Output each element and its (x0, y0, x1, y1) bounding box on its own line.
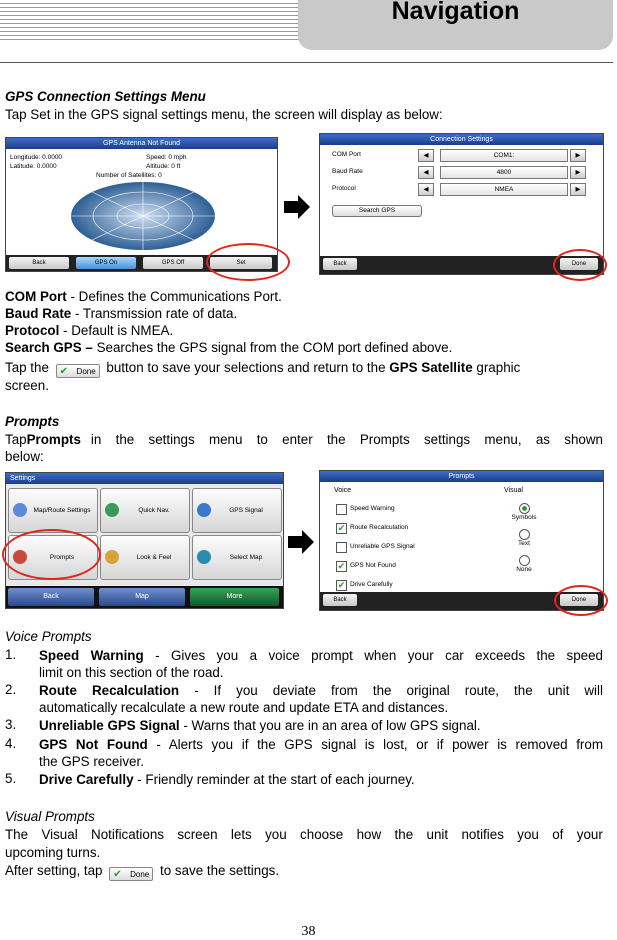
right-arrow-icon (284, 195, 312, 219)
setting-label: COM Port (332, 151, 361, 158)
prompt-option-label: Unreliable GPS Signal (350, 543, 415, 550)
text: in the settings menu to enter the Prompts settings menu, as shown (90, 432, 603, 447)
left-arrow-icon: ◀ (418, 149, 434, 162)
list-item-continuation: the GPS receiver. (39, 754, 144, 769)
after-setting-paragraph (5, 862, 603, 881)
tap-done-paragraph-end: screen. (5, 378, 49, 393)
more-button: More (190, 588, 279, 606)
screen-title: GPS Antenna Not Found (6, 138, 277, 149)
radio-icon (519, 529, 530, 540)
visual-prompts-heading: Visual Prompts (5, 809, 95, 824)
list-number: 5. (5, 771, 17, 786)
list-item-text: - Gives you a voice prompt when your car exceeds the speed (143, 648, 603, 663)
checkbox-icon (336, 542, 347, 553)
settings-option-label: Map/Route Settings (33, 507, 91, 514)
list-number: 1. (5, 647, 17, 662)
right-arrow-icon: ▶ (570, 183, 586, 196)
list-item (39, 682, 603, 699)
text: to save the settings. (159, 863, 280, 878)
prompt-option-label: Speed Warning (350, 505, 395, 512)
text: Tap (5, 432, 27, 447)
checkbox-icon: ✔ (337, 561, 346, 571)
voice-label: Voice (334, 487, 352, 494)
settings-menu-button (192, 488, 282, 533)
visual-option-label: Text (518, 540, 530, 547)
settings-option-icon (197, 550, 211, 564)
definition-term: Search GPS – (5, 340, 93, 355)
prompt-option-label: Drive Carefully (350, 581, 393, 588)
altitude-readout: Altitude: 0 ft (146, 163, 181, 170)
checkbox-icon: ✔ (337, 523, 346, 533)
visual-label: Visual (504, 487, 523, 494)
list-item-text: - Warns that you are in an area of low GPS signal. (179, 718, 481, 733)
text: Prompts (26, 432, 81, 447)
radio-icon (519, 555, 530, 566)
highlight-circle (553, 249, 607, 281)
visual-prompts-line1: The Visual Notifications screen lets you choose how the unit notifies you of your (5, 827, 603, 842)
prompt-option-label: Route Recalculation (350, 524, 409, 531)
text: button to save your selections and return to the (106, 360, 386, 375)
satellites-readout: Number of Satellites: 0 (96, 172, 162, 179)
prompts-heading: Prompts (5, 414, 60, 429)
setting-label: Baud Rate (332, 168, 363, 175)
definition-line (5, 322, 603, 339)
settings-menu-button (100, 535, 190, 580)
definition-line (5, 305, 603, 322)
list-number: 4. (5, 736, 17, 751)
text: Tap the (5, 360, 49, 375)
list-item-text: - Friendly reminder at the start of each journey. (133, 772, 415, 787)
screen-title: Connection Settings (320, 134, 603, 145)
settings-option-label: Look & Feel (136, 554, 172, 561)
settings-option-icon (13, 503, 27, 517)
back-button: Back (323, 594, 357, 606)
settings-menu-button (100, 488, 190, 533)
definition-text: Searches the GPS signal from the COM port defined above. (92, 340, 453, 355)
speed-readout: Speed: 0 mph (146, 154, 187, 161)
setting-label: Protocol (332, 185, 356, 192)
text: After setting, tap (5, 863, 103, 878)
settings-option-label: Select Map (229, 554, 263, 561)
checkbox-icon (336, 504, 347, 515)
set-button: Set (210, 257, 272, 269)
setting-value: COM1: (440, 149, 568, 162)
list-item (39, 771, 603, 788)
text: graphic (476, 360, 521, 375)
gps-off-button: GPS Off (143, 257, 203, 269)
definition-term: Protocol (5, 323, 60, 338)
list-item-continuation: limit on this section of the road. (39, 665, 224, 680)
gps-on-button: GPS On (76, 257, 136, 269)
radio-icon (519, 503, 530, 514)
left-arrow-icon: ◀ (418, 166, 434, 179)
back-button: Back (9, 257, 69, 269)
definition-text: - Defines the Communications Port. (66, 289, 282, 304)
definition-line (5, 288, 603, 305)
definition-text: - Transmission rate of data. (71, 306, 238, 321)
list-item (39, 647, 603, 664)
done-button: Done (560, 258, 598, 270)
list-item-term: GPS Not Found (39, 737, 148, 752)
visual-prompts-line2: upcoming turns. (5, 845, 101, 860)
prompts-intro-end: below: (5, 449, 44, 464)
list-item-text: - If you deviate from the original route, the unit will (179, 683, 603, 698)
text: GPS Satellite (389, 360, 473, 375)
settings-option-label: Quick Nav. (138, 507, 170, 514)
settings-option-icon (105, 550, 119, 564)
settings-option-label: Prompts (49, 554, 75, 561)
list-item-term: Route Recalculation (39, 683, 180, 698)
back-button: Back (323, 258, 357, 270)
page-section-title: Navigation (391, 0, 520, 25)
list-number: 3. (5, 717, 17, 732)
header-decoration (0, 3, 300, 43)
setting-value: NMEA (440, 183, 568, 196)
prompts-intro (5, 431, 603, 448)
longitude-readout: Longitude: 0.0000 (10, 154, 63, 161)
left-arrow-icon: ◀ (418, 183, 434, 196)
screen-title: Prompts (320, 471, 603, 482)
list-item (39, 736, 603, 753)
done-button-inline: ✔ Done (109, 867, 153, 881)
voice-prompts-heading: Voice Prompts (5, 629, 92, 644)
search-gps-button: Search GPS (332, 205, 422, 217)
settings-option-label: GPS Signal (229, 507, 263, 514)
visual-option-label: None (516, 566, 532, 573)
definition-term: Baud Rate (5, 306, 72, 321)
setting-value: 4800 (440, 166, 568, 179)
settings-option-icon (197, 503, 211, 517)
gps-intro: Tap Set in the GPS signal settings menu, the screen will display as below: (5, 107, 443, 122)
prompt-option-label: GPS Not Found (350, 562, 396, 569)
settings-option-icon (105, 503, 119, 517)
screen-bottom-bar (6, 586, 283, 608)
highlight-circle (2, 529, 101, 580)
latitude-readout: Latitude: 0.0000 (10, 163, 57, 170)
list-item-term: Unreliable GPS Signal (39, 718, 180, 733)
settings-menu-button (192, 535, 282, 580)
screen-title: Settings (6, 473, 283, 484)
tap-done-paragraph (5, 359, 603, 378)
list-item-term: Speed Warning (39, 648, 144, 663)
definition-text: - Default is NMEA. (59, 323, 174, 338)
definition-line (5, 339, 603, 356)
back-button: Back (8, 588, 94, 606)
settings-menu-button (8, 488, 98, 533)
right-arrow-icon (288, 530, 316, 554)
list-item-term: Drive Carefully (39, 772, 134, 787)
done-button-inline: ✔ Done (56, 364, 100, 378)
page-number: 38 (301, 924, 316, 939)
list-item-continuation: automatically recalculate a new route and update ETA and distances. (39, 700, 449, 715)
right-arrow-icon: ▶ (570, 166, 586, 179)
highlight-circle (206, 243, 290, 281)
gps-section-heading: GPS Connection Settings Menu (5, 89, 206, 104)
list-item-text: - Alerts you if the GPS signal is lost, or if power is removed from (147, 737, 603, 752)
highlight-circle (554, 585, 608, 616)
satellite-sky-plot (68, 180, 218, 252)
map-button: Map (99, 588, 185, 606)
list-number: 2. (5, 682, 17, 697)
list-item (39, 717, 603, 734)
definition-term: COM Port (5, 289, 67, 304)
right-arrow-icon: ▶ (570, 149, 586, 162)
visual-option-label: Symbols (511, 514, 537, 521)
header-rule (0, 62, 613, 63)
done-button: Done (560, 594, 598, 606)
checkbox-icon: ✔ (337, 580, 346, 590)
